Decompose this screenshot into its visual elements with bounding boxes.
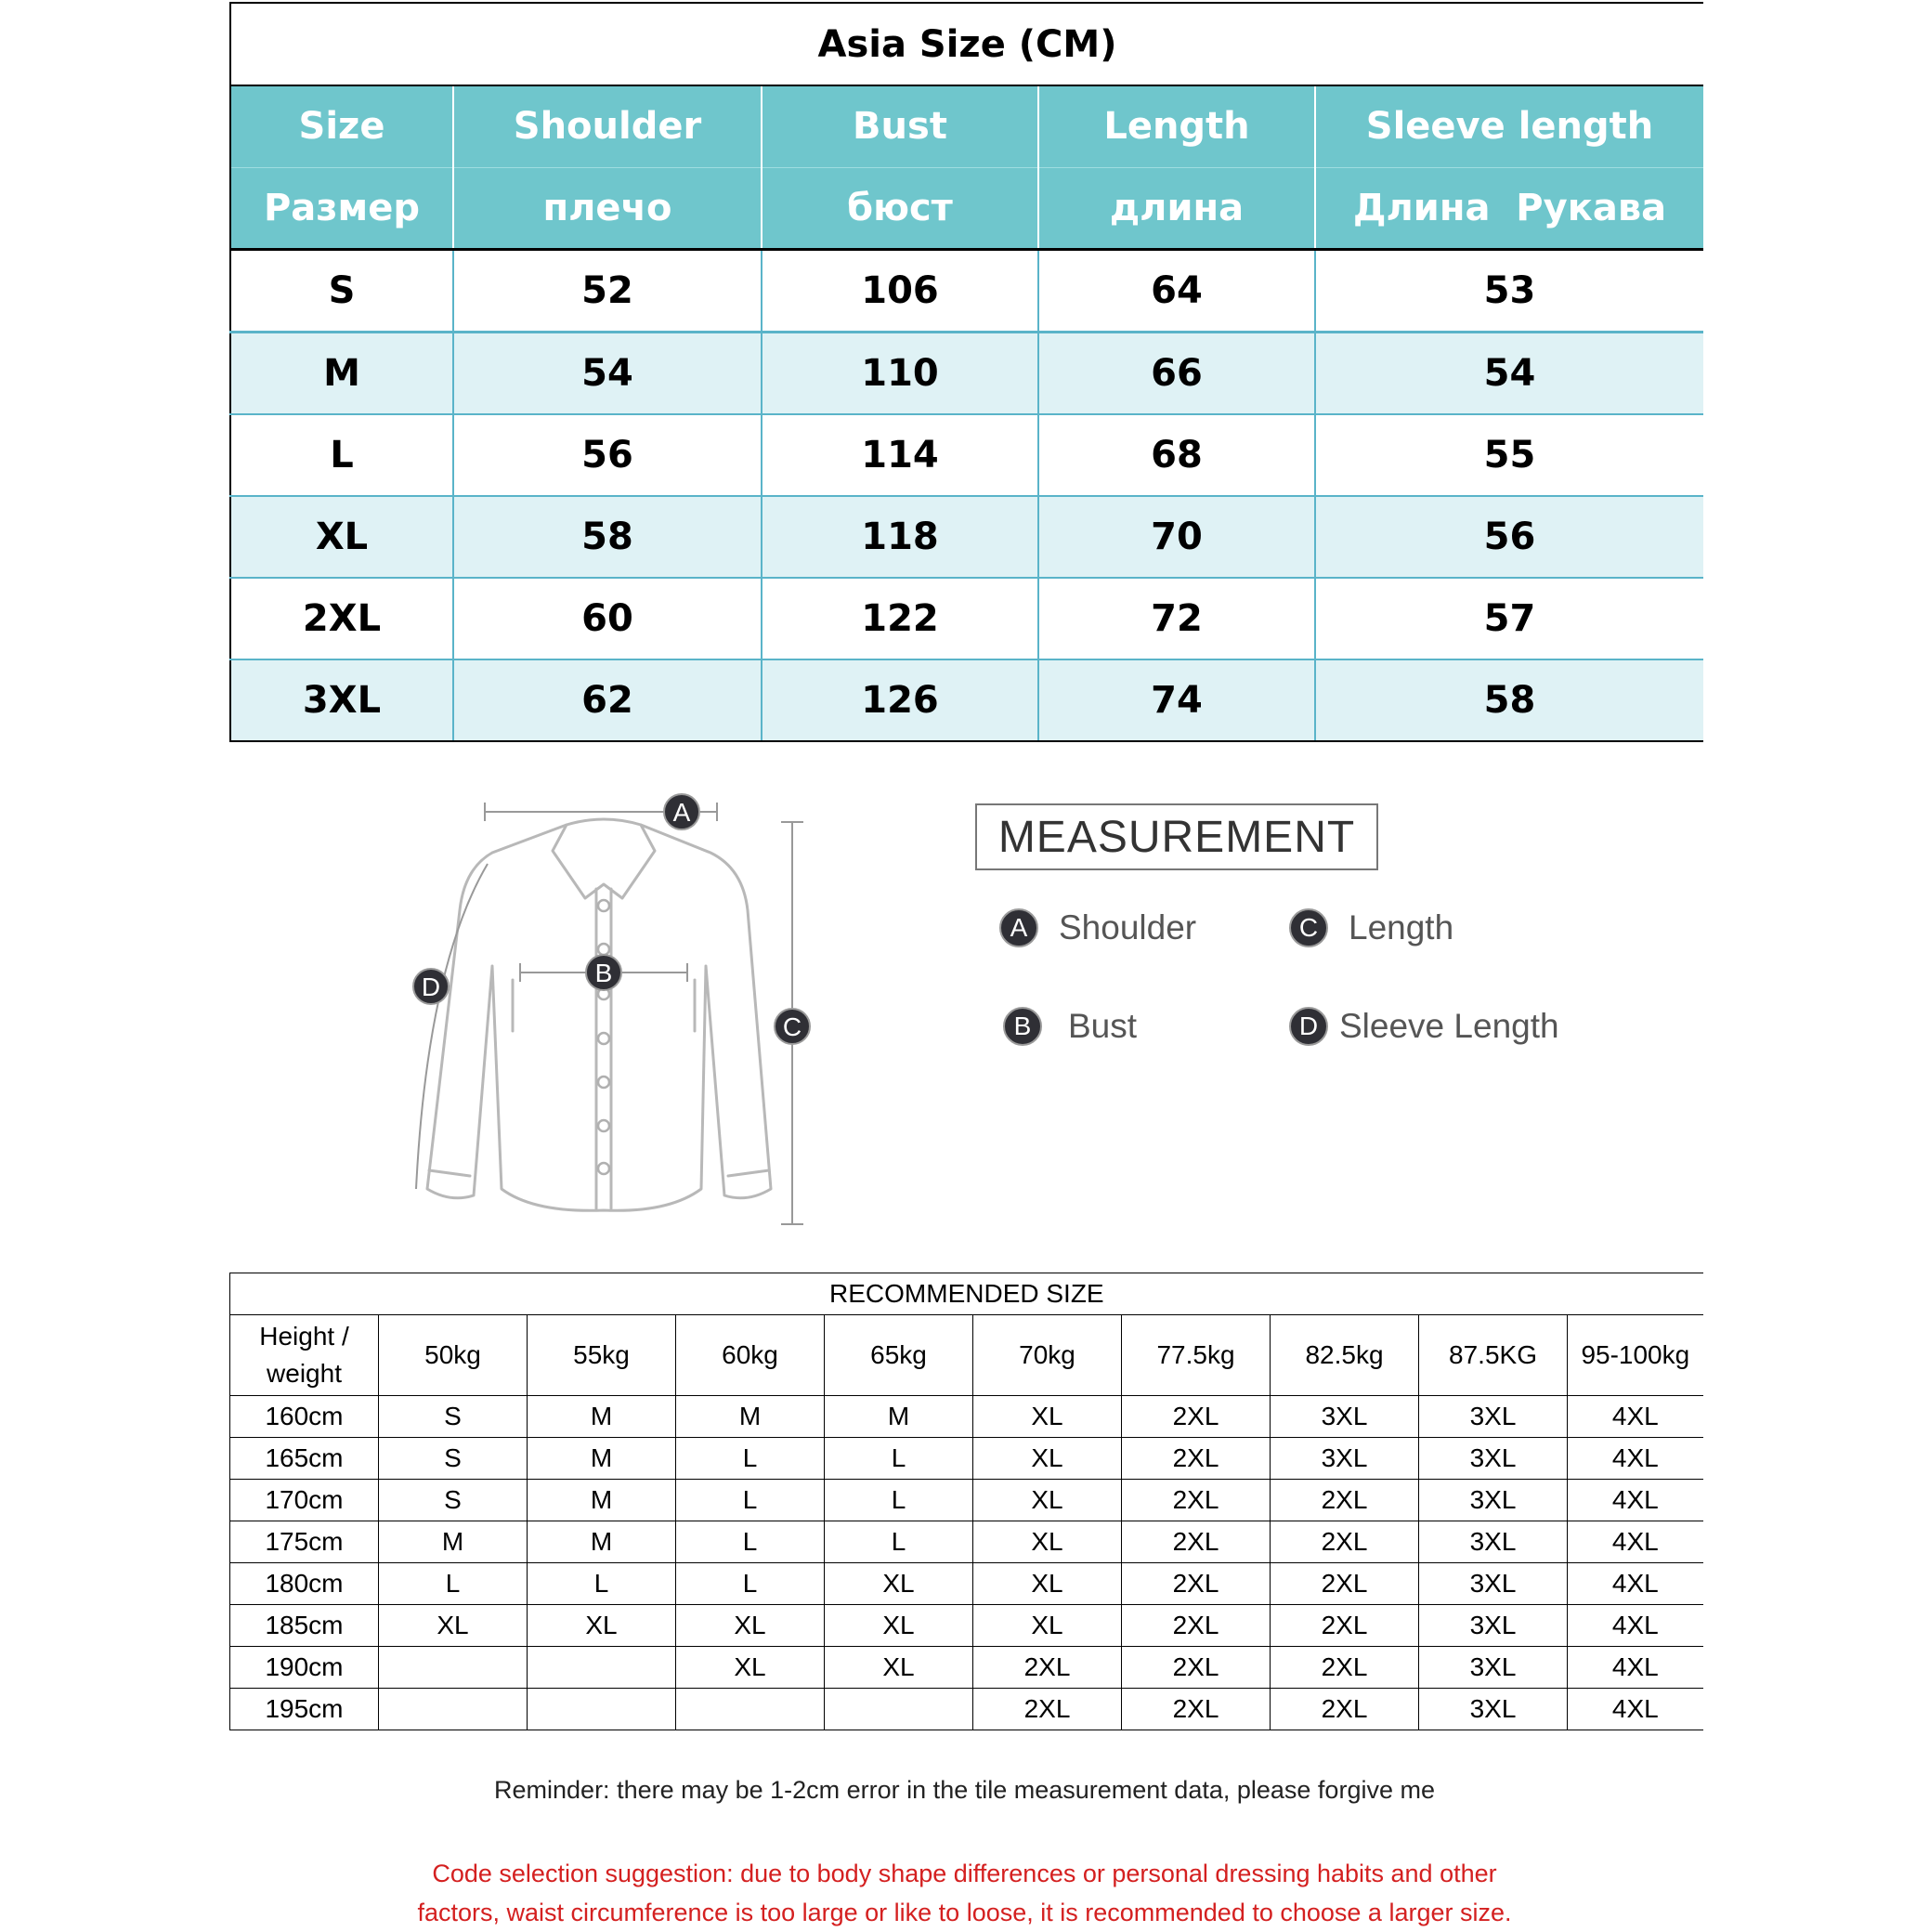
size-cell: [676, 1689, 825, 1730]
length-cell: 66: [1038, 332, 1315, 414]
size-cell: L: [676, 1521, 825, 1563]
size-table: [229, 2, 1703, 742]
size-cell: 4XL: [1568, 1521, 1703, 1563]
size-cell: 4XL: [1568, 1563, 1703, 1605]
table-row: [230, 1605, 1703, 1647]
size-cell: M: [528, 1521, 676, 1563]
header-length: Length: [1038, 85, 1315, 167]
size-cell: 2XL: [230, 578, 453, 659]
table-row: [230, 1563, 1703, 1605]
size-cell: 2XL: [973, 1647, 1122, 1689]
badge-b-icon: B: [1003, 1007, 1042, 1046]
header-size-ru: Размер: [230, 167, 453, 249]
measurement-title: MEASUREMENT: [975, 803, 1378, 870]
size-cell: 2XL: [1122, 1689, 1271, 1730]
weight-header: 82.5kg: [1271, 1315, 1419, 1396]
height-cell: 160cm: [230, 1396, 379, 1438]
svg-text:D: D: [421, 973, 441, 1001]
size-cell: 4XL: [1568, 1438, 1703, 1480]
size-cell: XL: [825, 1563, 973, 1605]
table-row: [230, 496, 1703, 578]
sleeve-cell: 56: [1315, 496, 1703, 578]
sleeve-cell: 57: [1315, 578, 1703, 659]
shirt-collar: [553, 819, 655, 898]
weight-header: 60kg: [676, 1315, 825, 1396]
size-cell: XL: [676, 1605, 825, 1647]
size-cell: [379, 1647, 528, 1689]
table-row: [230, 1396, 1703, 1438]
size-cell: 2XL: [1271, 1689, 1419, 1730]
shirt-outline: [427, 825, 771, 1210]
size-cell: L: [379, 1563, 528, 1605]
size-table-title: Asia Size (CM): [230, 3, 1703, 85]
shoulder-cell: 54: [453, 332, 762, 414]
size-cell: M: [528, 1396, 676, 1438]
size-cell: XL: [973, 1563, 1122, 1605]
table-row: [230, 1480, 1703, 1521]
legend-label: Bust: [1068, 1007, 1138, 1045]
size-cell: M: [528, 1480, 676, 1521]
size-cell: XL: [973, 1480, 1122, 1521]
height-cell: 170cm: [230, 1480, 379, 1521]
size-cell: [379, 1689, 528, 1730]
bust-cell: 110: [762, 332, 1038, 414]
table-row: [230, 249, 1703, 332]
svg-text:A: A: [672, 798, 691, 827]
sleeve-cell: 54: [1315, 332, 1703, 414]
bust-cell: 114: [762, 414, 1038, 496]
suggestion-note: [0, 1854, 1929, 1932]
size-cell: L: [528, 1563, 676, 1605]
size-cell: L: [825, 1438, 973, 1480]
size-table-header-en: [230, 85, 1703, 167]
bust-cell: 118: [762, 496, 1038, 578]
size-cell: 3XL: [1419, 1563, 1568, 1605]
size-cell: 2XL: [1122, 1647, 1271, 1689]
sleeve-cell: 53: [1315, 249, 1703, 332]
size-cell: S: [379, 1438, 528, 1480]
size-cell: XL: [825, 1605, 973, 1647]
size-cell: M: [825, 1396, 973, 1438]
svg-text:B: B: [594, 959, 613, 987]
marker-a: [664, 794, 699, 829]
size-cell: 4XL: [1568, 1480, 1703, 1521]
weight-header: 95-100kg: [1568, 1315, 1703, 1396]
size-cell: 2XL: [1271, 1647, 1419, 1689]
size-cell: 2XL: [1122, 1563, 1271, 1605]
table-row: [230, 1647, 1703, 1689]
size-cell: L: [676, 1480, 825, 1521]
corner-weight-label: weight: [267, 1359, 342, 1388]
length-cell: 68: [1038, 414, 1315, 496]
sleeve-cell: 58: [1315, 659, 1703, 741]
size-cell: 2XL: [973, 1689, 1122, 1730]
size-cell: L: [825, 1480, 973, 1521]
height-cell: 195cm: [230, 1689, 379, 1730]
table-row: [230, 1521, 1703, 1563]
weight-header: 55kg: [528, 1315, 676, 1396]
length-cell: 74: [1038, 659, 1315, 741]
size-cell: [528, 1647, 676, 1689]
size-cell: 2XL: [1271, 1521, 1419, 1563]
recommended-size-table: [229, 1273, 1703, 1730]
weight-header: 87.5KG: [1419, 1315, 1568, 1396]
shoulder-cell: 58: [453, 496, 762, 578]
size-cell: L: [825, 1521, 973, 1563]
bust-cell: 106: [762, 249, 1038, 332]
size-cell: XL: [825, 1647, 973, 1689]
badge-c-icon: C: [1289, 908, 1328, 947]
length-cell: 70: [1038, 496, 1315, 578]
svg-text:C: C: [782, 1012, 802, 1041]
header-bust: Bust: [762, 85, 1038, 167]
suggestion-line-1: Code selection suggestion: due to body shape differences or personal dressing habits and other: [432, 1860, 1497, 1887]
size-cell: 3XL: [230, 659, 453, 741]
height-cell: 185cm: [230, 1605, 379, 1647]
shoulder-cell: 56: [453, 414, 762, 496]
size-cell: 2XL: [1271, 1563, 1419, 1605]
badge-d-icon: D: [1289, 1007, 1328, 1046]
legend-length: [1289, 908, 1453, 947]
legend-sleeve-length: [1289, 1007, 1559, 1046]
table-row: [230, 578, 1703, 659]
size-cell: 2XL: [1122, 1521, 1271, 1563]
table-row: [230, 1438, 1703, 1480]
recommended-body: [230, 1396, 1703, 1730]
size-cell: 3XL: [1419, 1396, 1568, 1438]
recommended-header-row: [230, 1315, 1703, 1396]
size-cell: XL: [973, 1396, 1122, 1438]
corner-height-label: Height /: [259, 1322, 349, 1351]
header-size: Size: [230, 85, 453, 167]
height-cell: 180cm: [230, 1563, 379, 1605]
bust-cell: 122: [762, 578, 1038, 659]
table-row: [230, 332, 1703, 414]
height-cell: 165cm: [230, 1438, 379, 1480]
size-cell: [528, 1689, 676, 1730]
size-cell: M: [230, 332, 453, 414]
weight-header: 50kg: [379, 1315, 528, 1396]
header-bust-ru: бюст: [762, 167, 1038, 249]
size-cell: XL: [379, 1605, 528, 1647]
table-row: [230, 414, 1703, 496]
size-cell: XL: [973, 1605, 1122, 1647]
size-cell: 3XL: [1419, 1438, 1568, 1480]
legend-shoulder: [999, 908, 1196, 947]
weight-header: 70kg: [973, 1315, 1122, 1396]
size-cell: 2XL: [1122, 1438, 1271, 1480]
size-cell: [825, 1689, 973, 1730]
size-cell: 3XL: [1419, 1480, 1568, 1521]
legend-bust: [1003, 1007, 1137, 1046]
height-cell: 190cm: [230, 1647, 379, 1689]
size-cell: 4XL: [1568, 1689, 1703, 1730]
marker-b: [586, 955, 621, 990]
measurement-legend: [975, 803, 1625, 1082]
header-sleeve-length-ru: Длина Рукава: [1315, 167, 1703, 249]
size-cell: 3XL: [1419, 1605, 1568, 1647]
badge-a-icon: A: [999, 908, 1038, 947]
size-cell: S: [230, 249, 453, 332]
reminder-note: Reminder: there may be 1-2cm error in the tile measurement data, please forgive me: [494, 1776, 1435, 1804]
size-cell: M: [528, 1438, 676, 1480]
marker-d: [413, 969, 449, 1004]
shoulder-cell: 62: [453, 659, 762, 741]
shoulder-cell: 60: [453, 578, 762, 659]
size-cell: 4XL: [1568, 1647, 1703, 1689]
weight-header: 65kg: [825, 1315, 973, 1396]
table-row: [230, 1689, 1703, 1730]
header-length-ru: длина: [1038, 167, 1315, 249]
marker-c: [775, 1009, 810, 1044]
size-cell: M: [676, 1396, 825, 1438]
size-cell: 2XL: [1122, 1396, 1271, 1438]
suggestion-line-2: factors, waist circumference is too large or like to loose, it is recommended to choose a larger size.: [417, 1899, 1512, 1926]
size-cell: 3XL: [1419, 1647, 1568, 1689]
table-row: [230, 659, 1703, 741]
header-shoulder-ru: плечо: [453, 167, 762, 249]
legend-label: Shoulder: [1059, 908, 1197, 946]
size-cell: XL: [528, 1605, 676, 1647]
size-cell: S: [379, 1480, 528, 1521]
size-cell: XL: [973, 1521, 1122, 1563]
legend-label: Sleeve Length: [1339, 1007, 1559, 1045]
bust-cell: 126: [762, 659, 1038, 741]
size-cell: XL: [676, 1647, 825, 1689]
corner-cell: [230, 1315, 379, 1396]
size-cell: M: [379, 1521, 528, 1563]
legend-label: Length: [1349, 908, 1454, 946]
height-cell: 175cm: [230, 1521, 379, 1563]
weight-header: 77.5kg: [1122, 1315, 1271, 1396]
recommended-title: RECOMMENDED SIZE: [230, 1273, 1703, 1315]
size-cell: 2XL: [1271, 1480, 1419, 1521]
shoulder-cell: 52: [453, 249, 762, 332]
size-cell: 3XL: [1271, 1396, 1419, 1438]
header-sleeve-length: Sleeve length: [1315, 85, 1703, 167]
size-cell: XL: [973, 1438, 1122, 1480]
length-cell: 72: [1038, 578, 1315, 659]
size-cell: 3XL: [1419, 1689, 1568, 1730]
shirt-diagram: [371, 780, 836, 1235]
size-cell: S: [379, 1396, 528, 1438]
length-cell: 64: [1038, 249, 1315, 332]
size-cell: L: [230, 414, 453, 496]
header-shoulder: Shoulder: [453, 85, 762, 167]
size-cell: 2XL: [1271, 1605, 1419, 1647]
size-table-header-ru: [230, 167, 1703, 249]
size-cell: 3XL: [1271, 1438, 1419, 1480]
size-cell: 3XL: [1419, 1521, 1568, 1563]
size-cell: L: [676, 1438, 825, 1480]
size-cell: 2XL: [1122, 1480, 1271, 1521]
size-cell: 4XL: [1568, 1605, 1703, 1647]
size-cell: XL: [230, 496, 453, 578]
sleeve-cell: 55: [1315, 414, 1703, 496]
size-cell: L: [676, 1563, 825, 1605]
size-cell: 4XL: [1568, 1396, 1703, 1438]
size-cell: 2XL: [1122, 1605, 1271, 1647]
